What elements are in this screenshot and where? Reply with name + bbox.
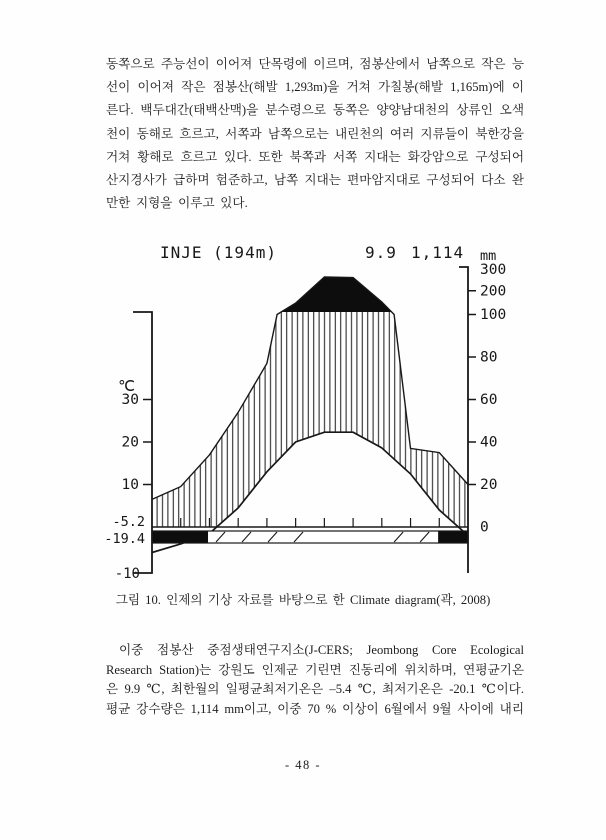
absolute-min-label: -19.4 <box>104 531 145 547</box>
figure-caption: 그림 10. 인제의 기상 자료를 바탕으로 한 Climate diagram(곽, 2008) <box>115 593 491 607</box>
text-line: 거쳐 황해로 흐르고 있다. 또한 북쪽과 서쪽 지대는 화강암으로 구성되어 <box>106 149 524 164</box>
text-line: 산지경사가 급하며 험준하고, 남쪽 지대는 편마암지대로 구성되어 다소 완 <box>106 173 524 188</box>
precip-tick-label: 200 <box>480 283 507 300</box>
temp-axis <box>104 312 152 582</box>
coldest-month-mean-min-label: -5.2 <box>112 514 145 530</box>
temp-axis-unit: ℃ <box>118 377 135 395</box>
annual-mean-temp: 9.9 <box>365 243 397 262</box>
climate-diagram <box>95 238 515 588</box>
text-line: 선이 이어져 작은 점봉산(해발 1,293m)을 거쳐 가칠봉(해발 1,165m)에 이 <box>106 80 524 95</box>
temp-axis-bottom-label: -10 <box>114 566 140 582</box>
humid-area <box>152 277 468 527</box>
precip-tick-label: 60 <box>480 392 498 408</box>
text-line: Research Station)는 강원도 인제군 기린면 진동리에 위치하며, 연평균기온 <box>106 662 524 677</box>
text-line: 천이 동해로 흐르고, 서쪽과 남쪽으로는 내린천의 여러 지류들이 북한강을 <box>106 126 524 141</box>
precip-tick-label: 80 <box>480 349 498 366</box>
precip-axis-unit: mm <box>480 248 497 264</box>
precip-tick-label: 40 <box>480 434 498 451</box>
page-number: - 48 - <box>284 758 322 772</box>
annual-values <box>365 243 464 262</box>
frost-bar-solid <box>152 531 208 543</box>
text-line: 른다. 백두대간(태백산맥)을 분수령으로 동쪽은 양양남대천의 상류인 오색 <box>106 103 524 118</box>
frost-bar-solid <box>438 531 468 543</box>
text-line: 평균 강수량은 1,114 mm이고, 이중 70 % 이상이 6월에서 9월 사이에 내리 <box>106 702 524 717</box>
body-paragraph-2 <box>106 641 524 720</box>
precip-tick-label: 0 <box>480 519 489 536</box>
temp-tick-label: 10 <box>121 477 139 493</box>
text-line: 은 9.9 ℃, 최한월의 일평균최저기온은 –5.4 ℃, 최저기온은 -20.1 ℃이다. <box>106 682 524 697</box>
precip-tick-label: 100 <box>480 307 507 323</box>
station-title: INJE (194m) <box>160 243 277 262</box>
frost-bar <box>152 531 468 543</box>
text-line: 동쪽으로 주능선이 이어져 단목령에 이르며, 점봉산에서 남쪽으로 작은 능 <box>106 57 524 71</box>
temp-tick-label: 30 <box>121 392 139 408</box>
temp-tick-label: 20 <box>121 434 139 451</box>
annual-precip: 1,114 <box>411 243 465 262</box>
text-line: 만한 지형을 이루고 있다. <box>106 196 248 211</box>
text-line: 이중 점봉산 중점생태연구지소(J-CERS; Jeombong Core Ecological <box>119 643 524 657</box>
body-paragraph-1 <box>106 53 524 215</box>
precip-tick-label: 20 <box>480 477 498 493</box>
precip-tick-label: 300 <box>480 262 507 278</box>
